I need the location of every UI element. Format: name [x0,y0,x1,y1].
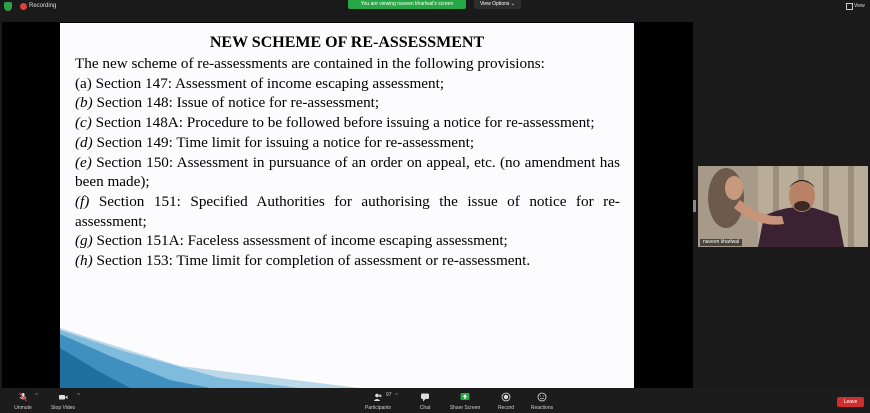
item-marker: (c) [75,114,92,132]
view-button[interactable]: View [854,3,865,9]
slide-item-c [75,113,620,133]
chat-label: Chat [419,405,431,411]
slide-item-d [75,133,620,153]
item-text: Section 147: Assessment of income escaping assessment; [95,74,445,92]
item-text: Section 150: Assessment in pursuance of an order on appeal, etc. (no amendment has been made); [75,153,621,191]
record-icon [501,392,511,402]
item-marker: (b) [75,94,93,112]
item-text: Section 149: Time limit for issuing a notice for re-assessment; [96,133,475,151]
participants-label: Participants [364,405,392,411]
slide-item-h [75,251,620,271]
security-shield-icon[interactable] [4,2,12,11]
stop-video-label: Stop Video [50,405,76,411]
participant-video-feed [698,166,868,247]
slide-item-f [75,192,620,231]
item-marker: (g) [75,232,93,250]
slide-title: NEW SCHEME OF RE-ASSESSMENT [209,34,485,51]
view-options-button[interactable]: View Options ⌄ [474,0,521,9]
share-screen-icon [460,392,470,402]
slide-item-e [75,153,620,192]
item-marker: (h) [75,252,93,270]
share-screen-button[interactable] [442,389,488,413]
item-marker: (d) [75,133,93,151]
slide-wave-decoration [60,328,634,388]
participant-video-tile[interactable] [698,166,868,247]
recording-icon [20,3,27,10]
panel-resize-handle[interactable] [693,200,696,212]
fullscreen-icon[interactable] [846,3,853,10]
presentation-slide [60,23,634,388]
slide-body [75,54,620,271]
microphone-muted-icon [18,392,28,402]
viewing-screen-banner: You are viewing naveen kharlwal's screen [348,0,466,9]
item-text: Section 151: Specified Authorities for authorising the issue of notice for re-assessment; [75,192,620,230]
item-marker: (a) [75,74,92,92]
reactions-button[interactable] [519,389,565,413]
reactions-label: Reactions [530,405,554,411]
video-options-caret[interactable]: ^ [77,393,80,399]
chat-bubble-icon [420,392,430,402]
record-label: Record [497,405,515,411]
view-options-label: View Options [480,1,510,7]
slide-item-g [75,231,620,251]
leave-meeting-button[interactable]: Leave [837,397,864,407]
reactions-smiley-icon [537,392,547,402]
stop-video-button[interactable] [40,389,86,413]
meeting-topbar [0,0,870,13]
item-text: Section 151A: Faceless assessment of income escaping assessment; [96,232,508,250]
item-text: Section 148: Issue of notice for re-assessment; [96,94,380,112]
slide-item-b [75,93,620,113]
recording-label: Recording [29,3,57,9]
item-marker: (f) [75,192,90,210]
participant-name-label: naveen kharlwal [700,239,742,246]
item-text: Section 153: Time limit for completion of assessment or re-assessment. [96,252,531,270]
participants-icon [373,392,383,402]
item-text: Section 148A: Procedure to be followed before issuing a notice for re-assessment; [95,114,595,132]
meeting-toolbar [0,389,870,413]
unmute-options-caret[interactable]: ^ [35,393,38,399]
unmute-label: Unmute [14,405,32,411]
slide-item-a [75,74,620,94]
share-screen-label: Share Screen [449,405,481,411]
item-marker: (e) [75,153,92,171]
video-camera-icon [58,392,68,402]
participants-count: 97 [386,392,392,398]
participants-button[interactable] [355,389,401,413]
participants-options-caret[interactable]: ^ [395,393,398,399]
slide-intro: The new scheme of re-assessments are contained in the following provisions: [75,55,545,72]
